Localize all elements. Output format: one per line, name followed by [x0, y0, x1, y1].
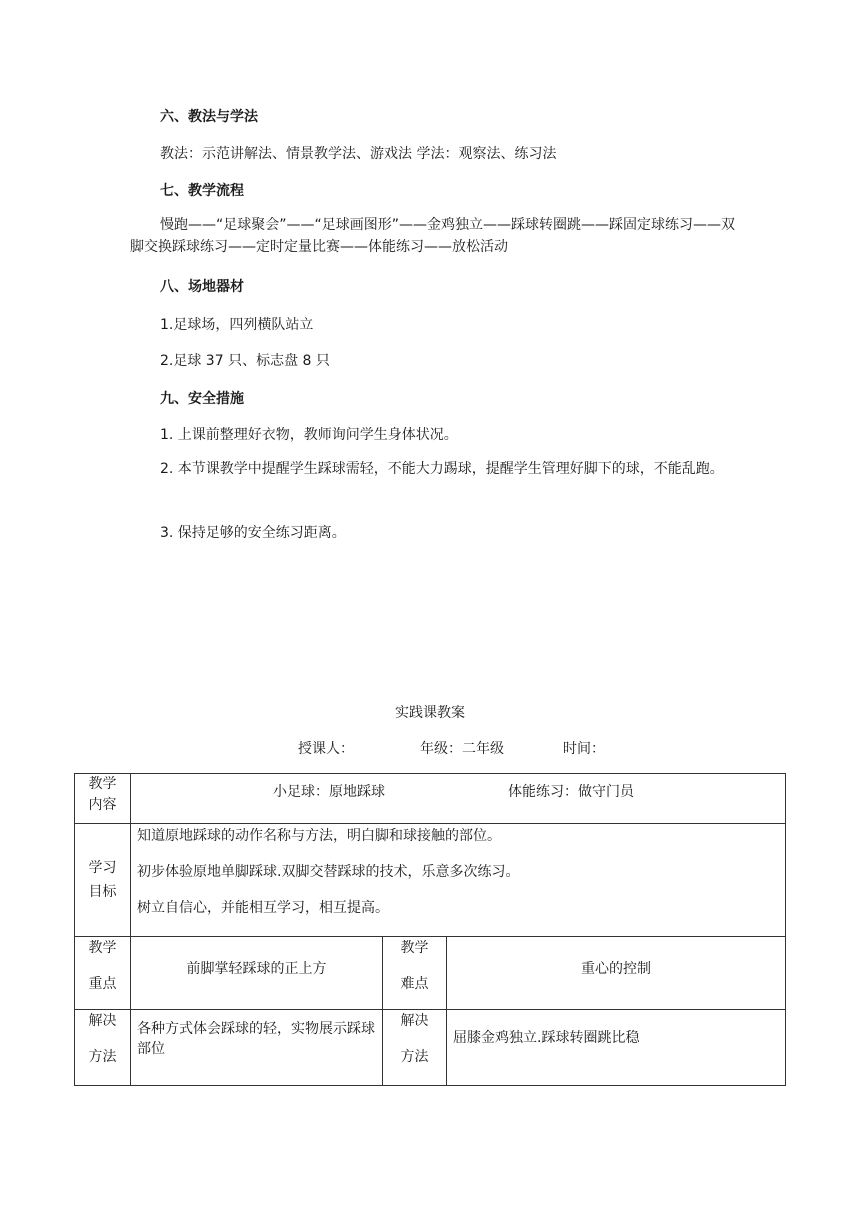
goals-label-cell: [75, 824, 131, 937]
section-8-heading: 八、场地器材: [160, 279, 244, 295]
goal-3: 树立自信心，并能相互学习，相互提高。: [137, 900, 389, 916]
difficulty-cell: [447, 937, 786, 1010]
content-label-line-2: 内容: [88, 797, 117, 813]
solution2-label-line-2: 方法: [400, 1049, 429, 1065]
section-7-text: 慢跑——“足球聚会”——“足球画图形”——金鸡独立——踩球转圈跳——踩固定球练习——双脚交换踩球练习——定时定量比赛——体能练习——放松活动: [130, 217, 736, 255]
solution-key-cell: [131, 1010, 383, 1086]
table-row-key-points: [75, 937, 786, 1010]
table-row-solutions: [75, 1010, 786, 1086]
section-9-item-1: 1. 上课前整理好衣物，教师询问学生身体状况。: [160, 427, 458, 443]
solution-label-cell: [75, 1010, 131, 1086]
table-row-content: [75, 774, 786, 824]
solution-diff-cell: [447, 1010, 786, 1086]
time-label: 时间：: [563, 741, 605, 757]
key-point-text: 前脚掌轻踩球的正上方: [186, 961, 327, 977]
section-8-item-2: 2.足球 37 只、标志盘 8 只: [160, 353, 330, 369]
content-label-cell: [75, 774, 131, 824]
difficulty-label-cell: [383, 937, 447, 1010]
difficulty-label-line-1: 教学: [400, 940, 429, 956]
table-row-goals: [75, 824, 786, 937]
lesson-plan-table: [74, 773, 786, 1086]
goals-value-cell: [131, 824, 786, 937]
content-label-line-1: 教学: [88, 776, 117, 792]
key-label-line-2: 重点: [88, 976, 117, 992]
solution2-label-line-1: 解决: [400, 1013, 429, 1029]
goal-2: 初步体验原地单脚踩球.双脚交替踩球的技术，乐意多次练习。: [137, 864, 520, 880]
grade-label: 年级：二年级: [420, 741, 504, 757]
teacher-label: 授课人：: [298, 741, 354, 757]
content-right-text: 体能练习：做守门员: [508, 784, 634, 800]
section-6-heading: 六、教法与学法: [160, 109, 258, 125]
goal-1: 知道原地踩球的动作名称与方法，明白脚和球接触的部位。: [137, 828, 501, 844]
content-left-text: 小足球：原地踩球: [273, 784, 385, 800]
difficulty-text: 重心的控制: [581, 961, 651, 977]
solution-diff-text: 屈膝金鸡独立.踩球转圈跳比稳: [453, 1030, 640, 1046]
section-6-text: 教法：示范讲解法、情景教学法、游戏法 学法：观察法、练习法: [160, 146, 557, 162]
section-9-item-3: 3. 保持足够的安全练习距离。: [160, 525, 346, 541]
section-7-heading: 七、教学流程: [160, 183, 244, 199]
key-point-cell: [131, 937, 383, 1010]
section-8-item-1: 1.足球场，四列横队站立: [160, 317, 314, 333]
solution-label-line-1: 解决: [88, 1013, 117, 1029]
difficulty-label-line-2: 难点: [400, 976, 429, 992]
section-9-heading: 九、安全措施: [160, 391, 244, 407]
solution-key-text: 各种方式体会踩球的轻，实物展示踩球部位: [137, 1021, 375, 1057]
solution2-label-cell: [383, 1010, 447, 1086]
content-value-cell: [131, 774, 786, 824]
goals-label-line-1: 学习: [88, 860, 117, 876]
key-label-cell: [75, 937, 131, 1010]
goals-label-line-2: 目标: [88, 884, 117, 900]
lesson-plan-title: 实践课教案: [395, 705, 465, 721]
section-9-item-2: 2. 本节课教学中提醒学生踩球需轻，不能大力踢球，提醒学生管理好脚下的球，不能乱跑。: [160, 461, 724, 477]
solution-label-line-2: 方法: [88, 1049, 117, 1065]
key-label-line-1: 教学: [88, 940, 117, 956]
